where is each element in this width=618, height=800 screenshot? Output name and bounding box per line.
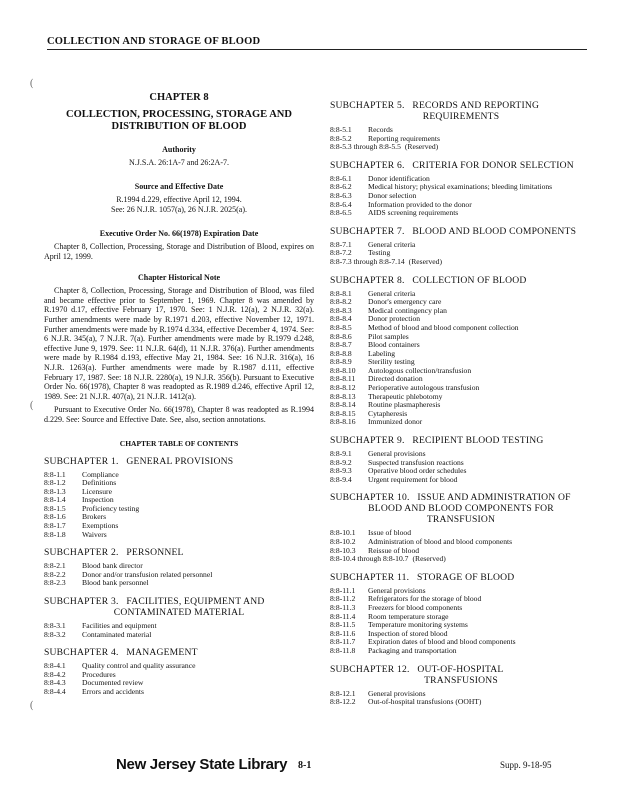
authority-heading: Authority (162, 145, 196, 154)
subchapter-title: RECIPIENT BLOOD TESTING (412, 435, 544, 447)
subchapter-title-continued: BLOOD AND BLOOD COMPONENTS FOR (368, 503, 554, 515)
section-title: Procedures (82, 669, 116, 679)
section-number: 8:8-1.1 (44, 469, 66, 479)
subchapter-title-continued: TRANSFUSIONS (424, 674, 498, 686)
subchapter-section (330, 572, 592, 656)
toc-entry[interactable] (44, 531, 314, 540)
section-number: 8:8-5.1 (330, 125, 352, 134)
section-title: Autologous collection/transfusion (368, 365, 472, 375)
running-header (47, 36, 587, 50)
section-number: 8:8-11.6 (330, 628, 356, 638)
library-stamp: New Jersey State Library (116, 756, 288, 773)
running-title: COLLECTION AND STORAGE OF BLOOD (47, 36, 261, 47)
section-title: Blood containers (368, 340, 420, 350)
section-number: 8:8-1.6 (44, 512, 66, 522)
section-number: 8:8-8.13 (330, 391, 356, 401)
section-number: 8:8-11.5 (330, 620, 356, 630)
section-title: Urgent requirement for blood (368, 474, 458, 484)
section-title: Packaging and transportation (368, 645, 457, 655)
history-paragraph-2: Pursuant to Executive Order No. 66(1978), Chapter 8 was readopted as R.1994 d.229. See: Source and Effective Date. See, also, section annotations. (44, 405, 314, 424)
section-number: 8:8-9.4 (330, 474, 352, 484)
subchapter-heading (44, 596, 314, 618)
section-title: Freezers for blood components (368, 602, 463, 612)
section-number: 8:8-12.1 (330, 688, 356, 698)
section-number: 8:8-6.3 (330, 190, 352, 200)
source-line-2: See: 26 N.J.R. 1057(a), 26 N.J.R. 2025(a). (111, 205, 247, 214)
section-number: 8:8-7.1 (330, 239, 352, 249)
section-title: Donor's emergency care (368, 297, 442, 307)
section-title: Administration of blood and blood components (368, 537, 513, 546)
section-title: (Reserved) (408, 256, 442, 266)
section-title: Blood bank personnel (82, 578, 149, 588)
left-subchapter-list (44, 456, 314, 697)
subchapter-heading-line: SUBCHAPTER 7. (330, 225, 405, 237)
subchapter-section (330, 492, 592, 563)
toc-entry[interactable] (330, 209, 592, 218)
section-number: 8:8-1.2 (44, 478, 66, 488)
section-title: Waivers (82, 529, 107, 539)
section-number: 8:8-10.2 (330, 537, 356, 546)
section-title: Information provided to the donor (368, 199, 472, 209)
subchapter-section (44, 456, 314, 540)
section-number: 8:8-4.1 (44, 661, 66, 671)
section-number: 8:8-8.14 (330, 400, 356, 410)
section-number: 8:8-8.2 (330, 297, 352, 307)
history-heading: Chapter Historical Note (137, 273, 221, 283)
subchapter-heading-line: SUBCHAPTER 12. (330, 663, 410, 675)
section-number: 8:8-8.5 (330, 322, 352, 332)
section-title: Pilot samples (368, 331, 409, 341)
section-title: Brokers (82, 512, 107, 522)
section-title: (Reserved) (404, 142, 439, 152)
chapter-label: CHAPTER 8 (149, 92, 209, 103)
toc-entry[interactable] (44, 579, 314, 588)
source-line-1: R.1994 d.229, effective April 12, 1994. (116, 195, 242, 204)
section-title: Definitions (82, 478, 117, 488)
subchapter-heading-line: SUBCHAPTER 3. (44, 596, 119, 608)
section-title: Suspected transfusion reactions (368, 457, 464, 467)
section-number: 8:8-10.1 (330, 528, 356, 538)
section-title: Donor and/or transfusion related personnel (82, 569, 213, 579)
section-title: General criteria (368, 239, 416, 249)
section-title: Donor identification (368, 173, 430, 183)
section-title: General provisions (368, 688, 426, 698)
section-number: 8:8-12.2 (330, 697, 356, 707)
toc-entry[interactable] (44, 631, 314, 640)
section-title: Temperature monitoring systems (368, 620, 468, 630)
subchapter-section (330, 160, 592, 218)
section-title: Room temperature storage (368, 611, 449, 621)
section-title: Out-of-hospital transfusions (OOHT) (368, 697, 482, 707)
section-title: General criteria (368, 288, 416, 298)
section-number: 8:8-8.1 (330, 288, 352, 298)
subchapter-heading (44, 547, 314, 558)
section-number: 8:8-8.8 (330, 348, 352, 358)
section-number: 8:8-1.7 (44, 521, 66, 531)
section-number: 8:8-8.11 (330, 374, 356, 384)
source-heading: Source and Effective Date (134, 182, 224, 191)
subchapter-heading (330, 572, 592, 583)
section-title: Licensure (82, 486, 112, 496)
subchapter-title: RECORDS AND REPORTING (412, 100, 540, 111)
punch-hole-mark: ( (30, 400, 34, 411)
section-number: 8:8-8.15 (330, 408, 356, 418)
toc-heading: CHAPTER TABLE OF CONTENTS (119, 438, 239, 448)
section-number: 8:8-5.3 through 8:8-5.5 (330, 142, 401, 152)
section-number: 8:8-8.16 (330, 417, 356, 427)
subchapter-heading (330, 160, 592, 171)
section-number: 8:8-10.4 through 8:8-10.7 (330, 554, 409, 564)
section-number: 8:8-8.9 (330, 357, 352, 367)
subchapter-title-continued: TRANSFUSION (426, 514, 496, 526)
section-number: 8:8-11.2 (330, 594, 356, 604)
section-title: Errors and accidents (82, 687, 144, 696)
subchapter-title: COLLECTION OF BLOOD (412, 274, 527, 286)
section-title: Inspection of stored blood (368, 628, 448, 638)
section-title: Refrigerators for the storage of blood (368, 594, 482, 604)
section-number: 8:8-1.3 (44, 486, 66, 496)
section-number: 8:8-4.3 (44, 678, 66, 688)
section-title: Perioperative autologous transfusion (368, 383, 480, 393)
section-title: Documented review (82, 678, 144, 688)
section-number: 8:8-5.2 (330, 133, 352, 143)
section-title: Sterility testing (368, 357, 415, 367)
subchapter-section (330, 275, 592, 428)
section-number: 8:8-8.7 (330, 340, 352, 350)
toc-entry[interactable] (44, 688, 314, 697)
subchapter-heading (330, 492, 592, 525)
section-number: 8:8-7.3 through 8:8-7.14 (330, 256, 405, 266)
subchapter-section (330, 435, 592, 484)
section-title: Blood bank director (82, 561, 143, 571)
section-title: Records (368, 125, 393, 134)
section-number: 8:8-6.1 (330, 173, 352, 183)
section-number: 8:8-8.12 (330, 383, 356, 393)
section-number: 8:8-3.2 (44, 629, 66, 639)
subchapter-heading-line: SUBCHAPTER 4. (44, 647, 119, 659)
section-title: Operative blood order schedules (368, 466, 467, 476)
toc-entry[interactable] (330, 418, 592, 427)
subchapter-title: CRITERIA FOR DONOR SELECTION (412, 159, 574, 171)
section-title: Compliance (82, 469, 119, 479)
section-number: 8:8-1.5 (44, 503, 66, 513)
section-number: 8:8-11.7 (330, 637, 356, 647)
section-title: Issue of blood (368, 528, 412, 538)
section-title: Inspection (82, 495, 114, 505)
subchapter-heading-line: SUBCHAPTER 1. (44, 455, 119, 467)
section-number: 8:8-1.8 (44, 529, 66, 539)
subchapter-title: PERSONNEL (126, 547, 184, 559)
toc-entry[interactable] (330, 647, 592, 656)
subchapter-heading-line: SUBCHAPTER 9. (330, 435, 405, 447)
subchapter-title: OUT-OF-HOSPITAL (417, 663, 504, 675)
subchapter-heading-line: SUBCHAPTER 8. (330, 274, 405, 286)
toc-entry[interactable] (330, 143, 592, 152)
section-number: 8:8-9.2 (330, 457, 352, 467)
section-title: Medical history; physical examinations; bleeding limitations (368, 182, 553, 192)
section-title: Facilities and equipment (82, 621, 157, 631)
section-number: 8:8-8.6 (330, 331, 352, 341)
section-number: 8:8-9.3 (330, 466, 352, 476)
subchapter-section (330, 664, 592, 707)
section-title: Routine plasmapheresis (368, 400, 441, 410)
subchapter-heading (330, 275, 592, 286)
subchapter-title: FACILITIES, EQUIPMENT AND (126, 596, 265, 608)
section-title: General provisions (368, 585, 426, 595)
section-title: Contaminated material (82, 629, 152, 639)
subchapter-title-continued: REQUIREMENTS (422, 111, 500, 122)
subchapter-section (330, 100, 592, 152)
section-title: Immunized donor (368, 417, 423, 427)
section-number: 8:8-11.8 (330, 645, 356, 655)
subchapter-heading-line: SUBCHAPTER 6. (330, 159, 405, 171)
section-number: 8:8-10.3 (330, 545, 356, 555)
section-number: 8:8-4.2 (44, 669, 66, 679)
subchapter-heading-line: SUBCHAPTER 10. (330, 492, 410, 504)
toc-entry[interactable] (330, 698, 592, 707)
section-title: Proficiency testing (82, 503, 140, 513)
toc-entry[interactable] (330, 476, 592, 485)
section-number: 8:8-2.3 (44, 578, 66, 588)
section-title: Donor protection (368, 314, 421, 324)
history-paragraph-1: Chapter 8, Collection, Processing, Storage and Distribution of Blood, was filed and became effective prior to September 1, 1969. Chapter 8 was amended by R.1970 d.17, effective February 17, 1970. See: 1 N.J.R. 12(a), 2 N.J.R. 32(a). Further amendments were made by R.1971 d.203, effective November 12, 1971. Further amendments were made by R.1974 d.334, effective December 4, 1974. See: 6 N.J.R. 345(a), 7 N.J.R. 7(a). Further amendments were made by R.1979 d.248, effective June 9, 1979. See: 11 N.J.R. 64(d), 11 N.J.R. 376(a). Further amendments were made by R.1984 d.193, effective May 21, 1984. See: 16 N.J.R. 316(a), 16 N.J.R. 1263(a). Further amendments were made by R.1987 d.111, effective February 17, 1987. See: 18 N.J.R. 2280(a), 19 N.J.R. 356(b). Pursuant to Executive Order No. 66(1978), Chapter 8 was readopted as R.1989 d.246, effective April 12, 1989. See: 21 N.J.R. 407(a), 21 N.J.R. 1412(a). (44, 286, 314, 401)
section-title: Reissue of blood (368, 545, 420, 555)
section-number: 8:8-8.4 (330, 314, 352, 324)
section-title: Testing (368, 248, 391, 258)
section-title: Directed donation (368, 374, 423, 384)
section-number: 8:8-4.4 (44, 687, 66, 696)
toc-entry[interactable] (330, 555, 592, 564)
toc-entry[interactable] (330, 258, 592, 267)
subchapter-heading (44, 456, 314, 467)
subchapter-heading-line: SUBCHAPTER 11. (330, 571, 410, 583)
subchapter-heading-line: SUBCHAPTER 2. (44, 547, 119, 559)
subchapter-title-continued: CONTAMINATED MATERIAL (113, 607, 245, 619)
section-title: Labeling (368, 348, 395, 358)
right-column (330, 92, 592, 707)
section-number: 8:8-3.1 (44, 621, 66, 631)
right-subchapter-list (330, 100, 592, 707)
section-title: Cytapheresis (368, 408, 408, 418)
expiration-text: Chapter 8, Collection, Processing, Storage and Distribution of Blood, expires on April 12, 1999. (44, 242, 314, 261)
section-title: Therapeutic phlebotomy (368, 391, 443, 401)
section-number: 8:8-6.5 (330, 208, 352, 218)
punch-hole-mark: ( (30, 78, 34, 89)
section-title: Donor selection (368, 190, 417, 200)
section-number: 8:8-1.4 (44, 495, 66, 505)
section-title: Exemptions (82, 521, 119, 531)
subchapter-title: MANAGEMENT (126, 647, 198, 659)
page-number: 8-1 (298, 760, 312, 771)
chapter-title: COLLECTION, PROCESSING, STORAGE AND DISTRIBUTION OF BLOOD (66, 109, 292, 132)
section-number: 8:8-2.1 (44, 561, 66, 571)
section-title: Quality control and quality assurance (82, 661, 196, 671)
section-number: 8:8-8.10 (330, 365, 356, 375)
authority-text: N.J.S.A. 26:1A-7 and 26:2A-7. (129, 158, 229, 167)
subchapter-section (330, 226, 592, 267)
section-number: 8:8-11.1 (330, 585, 356, 595)
section-number: 8:8-11.4 (330, 611, 356, 621)
section-title: Expiration dates of blood and blood components (368, 637, 516, 647)
section-number: 8:8-9.1 (330, 449, 352, 459)
section-title: (Reserved) (412, 554, 446, 564)
subchapter-title: GENERAL PROVISIONS (126, 455, 234, 467)
section-number: 8:8-6.4 (330, 199, 352, 209)
section-number: 8:8-2.2 (44, 569, 66, 579)
subchapter-section (44, 596, 314, 639)
section-title: General provisions (368, 449, 426, 459)
subchapter-heading (330, 664, 592, 686)
subchapter-heading (44, 647, 314, 658)
subchapter-title: ISSUE AND ADMINISTRATION OF (417, 492, 571, 504)
expiration-heading: Executive Order No. 66(1978) Expiration Date (99, 229, 259, 238)
section-number: 8:8-7.2 (330, 248, 352, 258)
section-number: 8:8-11.3 (330, 602, 356, 612)
subchapter-title: STORAGE OF BLOOD (417, 571, 515, 583)
subchapter-section (44, 547, 314, 588)
section-title: Reporting requirements (368, 133, 440, 143)
section-number: 8:8-6.2 (330, 182, 352, 192)
section-title: Method of blood and blood component collection (368, 322, 519, 332)
subchapter-title: BLOOD AND BLOOD COMPONENTS (412, 225, 577, 237)
section-title: Medical contingency plan (368, 305, 447, 315)
punch-hole-mark: ( (30, 700, 34, 711)
subchapter-heading (330, 100, 592, 122)
subchapter-heading-line: SUBCHAPTER 5. (330, 100, 405, 111)
supplement-date: Supp. 9-18-95 (500, 760, 552, 770)
section-number: 8:8-8.3 (330, 305, 352, 315)
subchapter-heading (330, 435, 592, 446)
subchapter-heading (330, 226, 592, 237)
section-title: AIDS screening requirements (368, 208, 459, 218)
left-column (44, 92, 314, 697)
subchapter-section (44, 647, 314, 696)
